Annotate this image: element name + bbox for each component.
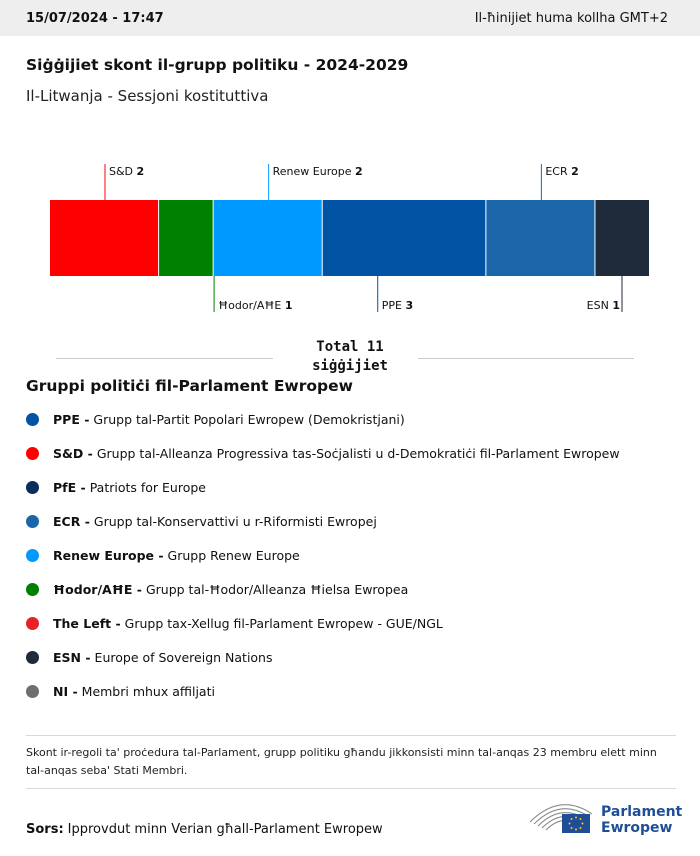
legend-dot bbox=[26, 617, 39, 630]
legend-dot bbox=[26, 583, 39, 596]
total-line-1: Total 11 bbox=[316, 339, 384, 355]
bar-label-value: 2 bbox=[136, 165, 145, 178]
legend-item-greens bbox=[26, 572, 620, 606]
legend-dot bbox=[26, 515, 39, 528]
legend-title: Gruppi politiċi fil-Parlament Ewropew bbox=[26, 377, 353, 395]
total-seats bbox=[0, 338, 700, 378]
bar-label-value: 2 bbox=[571, 165, 579, 178]
legend-desc: Grupp tal-Konservattivi u r-Riformisti Ewropej bbox=[93, 513, 377, 529]
legend-abbr: ECR - bbox=[53, 513, 90, 529]
bar-label-value: 3 bbox=[405, 299, 414, 312]
bar-label-esn bbox=[587, 299, 620, 312]
bar-segment-renew-europe bbox=[214, 200, 322, 276]
bar-segment-ecr bbox=[486, 200, 594, 276]
legend-item-renew bbox=[26, 538, 620, 572]
legend-item-pfe bbox=[26, 470, 620, 504]
legend-dot bbox=[26, 481, 39, 494]
bar-label-s-d bbox=[109, 165, 144, 178]
legend-dot bbox=[26, 549, 39, 562]
legend-abbr: Ħodor/AĦE - bbox=[53, 581, 142, 597]
bar-label-name: ECR bbox=[545, 165, 572, 178]
legend-desc: Europe of Sovereign Nations bbox=[94, 649, 273, 665]
footnote: Skont ir-regoli ta' proċedura tal-Parlament, grupp politiku għandu jikkonsisti minn tal-anqas 23 membru elett minn tal-anqas seba' Stati Membri. bbox=[26, 746, 657, 777]
legend-desc: Grupp tal-Alleanza Progressiva tas-Soċjalisti u d-Demokratiċi fil-Parlament Ewropew bbox=[96, 445, 620, 461]
legend-item-ni bbox=[26, 674, 620, 708]
legend-desc: Grupp tal-Ħodor/Alleanza Ħielsa Ewropea bbox=[145, 581, 409, 597]
legend-dot bbox=[26, 685, 39, 698]
bar-label-value: 1 bbox=[612, 299, 620, 312]
legend-dot bbox=[26, 413, 39, 426]
legend-item-ecr bbox=[26, 504, 620, 538]
bar-label-name: ESN bbox=[586, 299, 613, 312]
source-line bbox=[26, 822, 383, 837]
bar-segment-esn bbox=[595, 200, 649, 276]
bar-label-value: 1 bbox=[284, 299, 293, 312]
legend-item-sd bbox=[26, 436, 620, 470]
bar-label-ecr bbox=[545, 165, 578, 178]
top-bar bbox=[0, 0, 700, 36]
source-label: Sors: bbox=[26, 822, 64, 837]
bar-label-name: PPE bbox=[381, 299, 406, 312]
logo-line-2: Ewropew bbox=[601, 820, 673, 836]
total-divider-left bbox=[56, 358, 273, 359]
bar-label-value: 2 bbox=[354, 165, 363, 178]
bar-label-renew-europe bbox=[273, 165, 363, 178]
timestamp: 15/07/2024 - 17:47 bbox=[26, 10, 164, 26]
legend-desc: Grupp Renew Europe bbox=[167, 547, 300, 563]
bar-segment-odor-a-e bbox=[159, 200, 213, 276]
bar-label-name: Ħodor/AĦE bbox=[218, 299, 285, 312]
chart-title: Siġġijiet skont il-grupp politiku - 2024-2029 bbox=[26, 56, 409, 74]
legend-item-left bbox=[26, 606, 620, 640]
legend-abbr: NI - bbox=[53, 683, 78, 699]
legend-abbr: Renew Europe - bbox=[53, 547, 164, 563]
seat-bar-chart bbox=[0, 150, 700, 320]
legend-abbr: S&D - bbox=[53, 445, 93, 461]
legend-list bbox=[26, 402, 620, 708]
legend-abbr: PfE - bbox=[53, 479, 86, 495]
source-text: Ipprovdut minn Verian għall-Parlament Ewropew bbox=[67, 822, 383, 837]
divider bbox=[26, 735, 676, 736]
total-label bbox=[290, 338, 410, 376]
total-divider-right bbox=[418, 358, 634, 359]
chart-subtitle: Il-Litwanja - Sessjoni kostituttiva bbox=[26, 87, 269, 105]
total-line-2: siġġijiet bbox=[312, 358, 388, 374]
legend-dot bbox=[26, 651, 39, 664]
legend-desc: Grupp tax-Xellug fil-Parlament Ewropew - GUE/NGL bbox=[124, 615, 443, 631]
legend-desc: Grupp tal-Partit Popolari Ewropew (Demokristjani) bbox=[93, 411, 405, 427]
logo-text bbox=[601, 804, 682, 836]
legend-abbr: PPE - bbox=[53, 411, 90, 427]
legend-abbr: The Left - bbox=[53, 615, 121, 631]
timezone-note: Il-ħinijiet huma kollha GMT+2 bbox=[474, 10, 668, 26]
bar-segment-ppe bbox=[323, 200, 486, 276]
logo-line-1: Parlament bbox=[601, 804, 683, 820]
bar-label-odor-a-e bbox=[218, 299, 292, 312]
bar-label-ppe bbox=[382, 299, 413, 312]
legend-desc: Membri mhux affiljati bbox=[81, 683, 215, 699]
legend-abbr: ESN - bbox=[53, 649, 91, 665]
bar-label-name: Renew Europe bbox=[272, 165, 355, 178]
legend-desc: Patriots for Europe bbox=[89, 479, 206, 495]
legend-item-esn bbox=[26, 640, 620, 674]
bar-label-name: S&D bbox=[109, 165, 137, 178]
divider bbox=[26, 788, 676, 789]
legend-dot bbox=[26, 447, 39, 460]
european-parliament-logo bbox=[528, 796, 683, 836]
bar-segment-s-d bbox=[50, 200, 158, 276]
legend-item-ppe bbox=[26, 402, 620, 436]
